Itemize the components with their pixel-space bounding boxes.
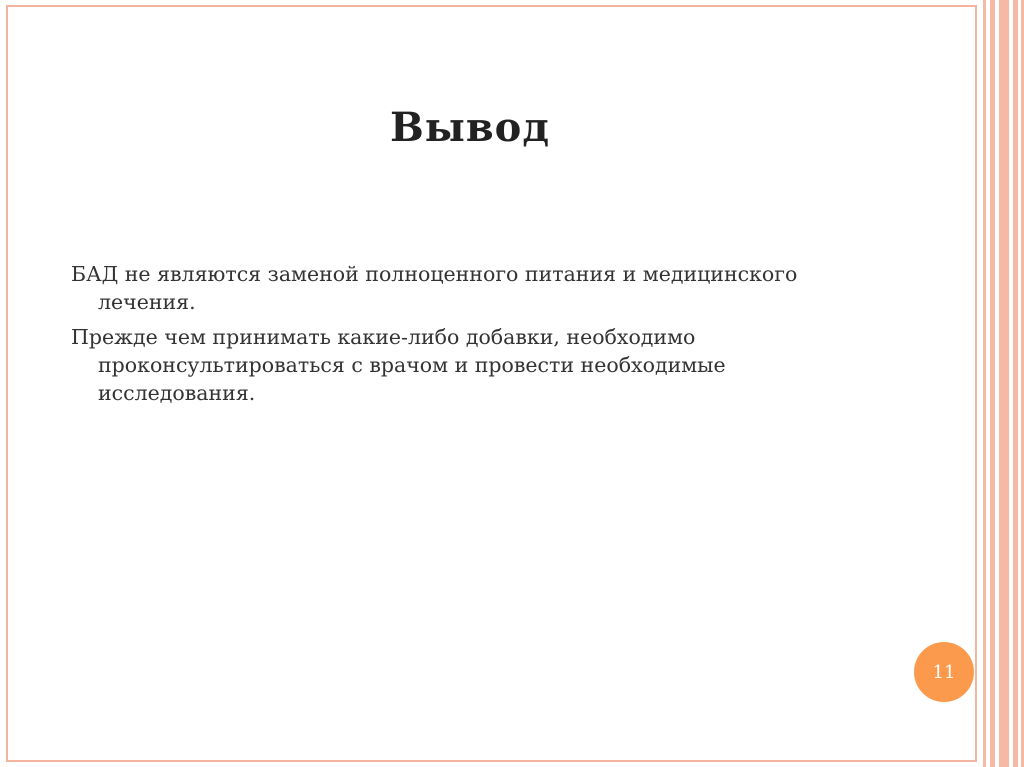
slide-content (71, 260, 851, 414)
decorative-stripes (980, 0, 1024, 767)
slide-title: Вывод (389, 104, 551, 151)
stripe (983, 0, 986, 767)
page-number: 11 (932, 661, 956, 683)
bullet-item: БАД не являются заменой полноценного питания и медицинского лечения. (71, 262, 798, 314)
stripe (990, 0, 995, 767)
stripe (999, 0, 1009, 767)
bullet-item: Прежде чем принимать какие-либо добавки, необходимо проконсультироваться с врачом и провести необходимые исследования. (71, 325, 726, 405)
stripe (1013, 0, 1018, 767)
page-number-badge (914, 642, 974, 702)
